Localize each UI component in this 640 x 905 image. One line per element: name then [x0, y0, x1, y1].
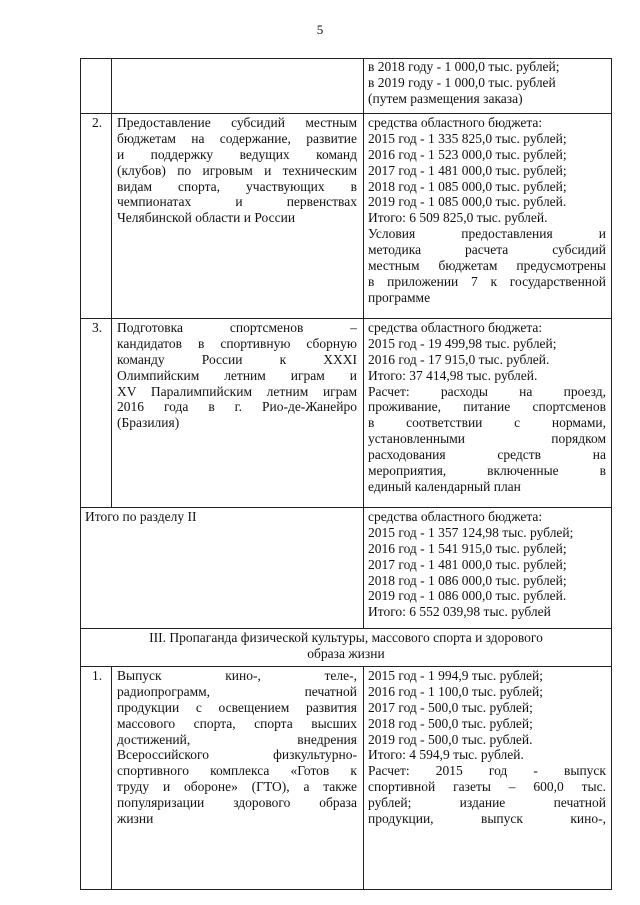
funding-line: 2018 год - 500,0 тыс. рублей; — [368, 715, 533, 731]
description-line: Всероссийского физкультурно- — [117, 747, 357, 763]
funding-line: проживание, питание спортсменов — [368, 399, 606, 415]
funding-line: 2018 год - 1 085 000,0 тыс. рублей; — [368, 178, 567, 194]
funding-cell-continuation — [368, 59, 606, 107]
section-total-funding — [368, 509, 606, 620]
section-total-label: Итого по разделу II — [85, 509, 197, 524]
column-divider-number-lower — [111, 666, 112, 890]
description-line: популяризации здорового образа — [117, 795, 357, 811]
funding-line: Расчет: 2015 год - выпуск — [368, 763, 606, 779]
funding-cell-row-2 — [368, 115, 606, 306]
funding-line: 2019 год - 500,0 тыс. рублей. — [368, 731, 533, 747]
section-heading-line: III. Пропаганда физической культуры, массового спорта и здорового — [149, 630, 543, 645]
funding-line: в 2019 году - 1 000,0 тыс. рублей — [368, 74, 556, 90]
funding-line: 2017 год - 1 481 000,0 тыс. рублей; — [368, 556, 567, 572]
description-line: (клубов) по игровым и техническим — [117, 162, 357, 178]
funding-line: Итого: 6 552 039,98 тыс. рублей — [368, 604, 551, 620]
funding-line: Расчет: расходы на проезд, — [368, 383, 606, 399]
funding-line: 2016 год - 1 100,0 тыс. рублей; — [368, 683, 544, 699]
funding-line: спортивной газеты – 600,0 тыс. — [368, 779, 606, 795]
funding-line: мероприятия, включенные в — [368, 463, 606, 479]
description-line: бюджетам на содержание, развитие — [117, 130, 357, 146]
description-line: Подготовка спортсменов – — [117, 320, 357, 335]
description-line: достижений, внедрения — [117, 731, 357, 747]
funding-line: средства областного бюджета: — [368, 115, 543, 130]
funding-line: 2016 год - 17 915,0 тыс. рублей. — [368, 351, 550, 367]
row-divider — [80, 666, 612, 667]
description-line: спортивного комплекса «Готов к — [117, 763, 357, 779]
row-divider — [80, 507, 612, 508]
table-border-bottom — [80, 889, 612, 890]
funding-line: 2016 год - 1 541 915,0 тыс. рублей; — [368, 540, 567, 556]
row-number: 2. — [92, 115, 103, 130]
row-number: 1. — [92, 668, 103, 683]
description-line: жизни — [117, 811, 154, 827]
funding-line: Итого: 4 594,9 тыс. рублей. — [368, 747, 524, 763]
funding-line: средства областного бюджета: — [368, 509, 543, 524]
row-number: 3. — [92, 320, 103, 335]
funding-line: 2017 год - 500,0 тыс. рублей; — [368, 699, 533, 715]
description-line: чемпионатах и первенствах — [117, 194, 357, 210]
column-divider-funding-lower — [363, 666, 364, 890]
description-cell-section-3-row-1 — [117, 668, 357, 827]
funding-line: рублей; издание печатной — [368, 795, 606, 811]
program-table — [80, 58, 612, 890]
description-line: XV Паралимпийским летним играм — [117, 383, 357, 399]
description-line: и поддержку ведущих команд — [117, 146, 357, 162]
funding-line: 2018 год - 1 086 000,0 тыс. рублей; — [368, 572, 567, 588]
funding-line: 2015 год - 19 499,98 тыс. рублей; — [368, 335, 557, 351]
row-divider — [80, 628, 612, 629]
funding-line: (путем размещения заказа) — [368, 90, 523, 106]
funding-line: 2016 год - 1 523 000,0 тыс. рублей; — [368, 146, 567, 162]
funding-line: Условия предоставления и — [368, 226, 606, 242]
description-line: массового спорта, спорта высших — [117, 715, 357, 731]
funding-line: 2019 год - 1 085 000,0 тыс. рублей. — [368, 194, 567, 210]
description-line: труду и обороне» (ГТО), а также — [117, 779, 357, 795]
funding-line: единый календарный план — [368, 478, 521, 494]
row-divider — [80, 113, 612, 114]
funding-line: 2019 год - 1 086 000,0 тыс. рублей. — [368, 588, 567, 604]
funding-line: Итого: 6 509 825,0 тыс. рублей. — [368, 210, 548, 226]
description-line: Челябинской области и России — [117, 210, 296, 226]
funding-line: в 2018 году - 1 000,0 тыс. рублей; — [368, 59, 560, 74]
description-line: 2016 года в г. Рио-де-Жанейро — [117, 399, 357, 415]
funding-line: Итого: 37 414,98 тыс. рублей. — [368, 367, 538, 383]
description-line: команду России к XXXI — [117, 351, 357, 367]
table-border-right — [611, 58, 612, 890]
description-line: кандидатов в спортивную сборную — [117, 335, 357, 351]
column-divider-funding — [363, 58, 364, 628]
description-cell-row-2 — [117, 115, 357, 226]
funding-line: 2015 год - 1 335 825,0 тыс. рублей; — [368, 130, 567, 146]
funding-line: 2015 год - 1 994,9 тыс. рублей; — [368, 668, 544, 683]
funding-line: программе — [368, 289, 431, 305]
page-number: 5 — [316, 22, 324, 37]
row-divider — [80, 318, 612, 319]
funding-line: средства областного бюджета: — [368, 320, 543, 335]
section-heading — [84, 630, 608, 662]
funding-line: в приложении 7 к государственной — [368, 273, 606, 289]
funding-line: расходования средств на — [368, 447, 606, 463]
description-line: Предоставление субсидий местным — [117, 115, 357, 130]
funding-cell-section-3-row-1 — [368, 668, 606, 827]
funding-line: в соответствии с нормами, — [368, 415, 606, 431]
funding-cell-row-3 — [368, 320, 606, 495]
description-line: Олимпийским летним играм и — [117, 367, 357, 383]
section-heading-line: образа жизни — [307, 645, 385, 661]
description-line: Выпуск кино-, теле-, — [117, 668, 357, 683]
funding-line: методика расчета субсидий — [368, 242, 606, 258]
description-line: продукции с освещением развития — [117, 699, 357, 715]
description-line: видам спорта, участвующих в — [117, 178, 357, 194]
description-line: (Бразилия) — [117, 415, 180, 431]
funding-line: установленными порядком — [368, 431, 606, 447]
funding-line: местным бюджетам предусмотрены — [368, 258, 606, 274]
description-line: радиопрограмм, печатной — [117, 683, 357, 699]
table-border-left — [80, 58, 81, 890]
funding-line: продукции, выпуск кино-, — [368, 811, 606, 827]
description-cell-row-3 — [117, 320, 357, 431]
funding-line: 2017 год - 1 481 000,0 тыс. рублей; — [368, 162, 567, 178]
funding-line: 2015 год - 1 357 124,98 тыс. рублей; — [368, 524, 574, 540]
